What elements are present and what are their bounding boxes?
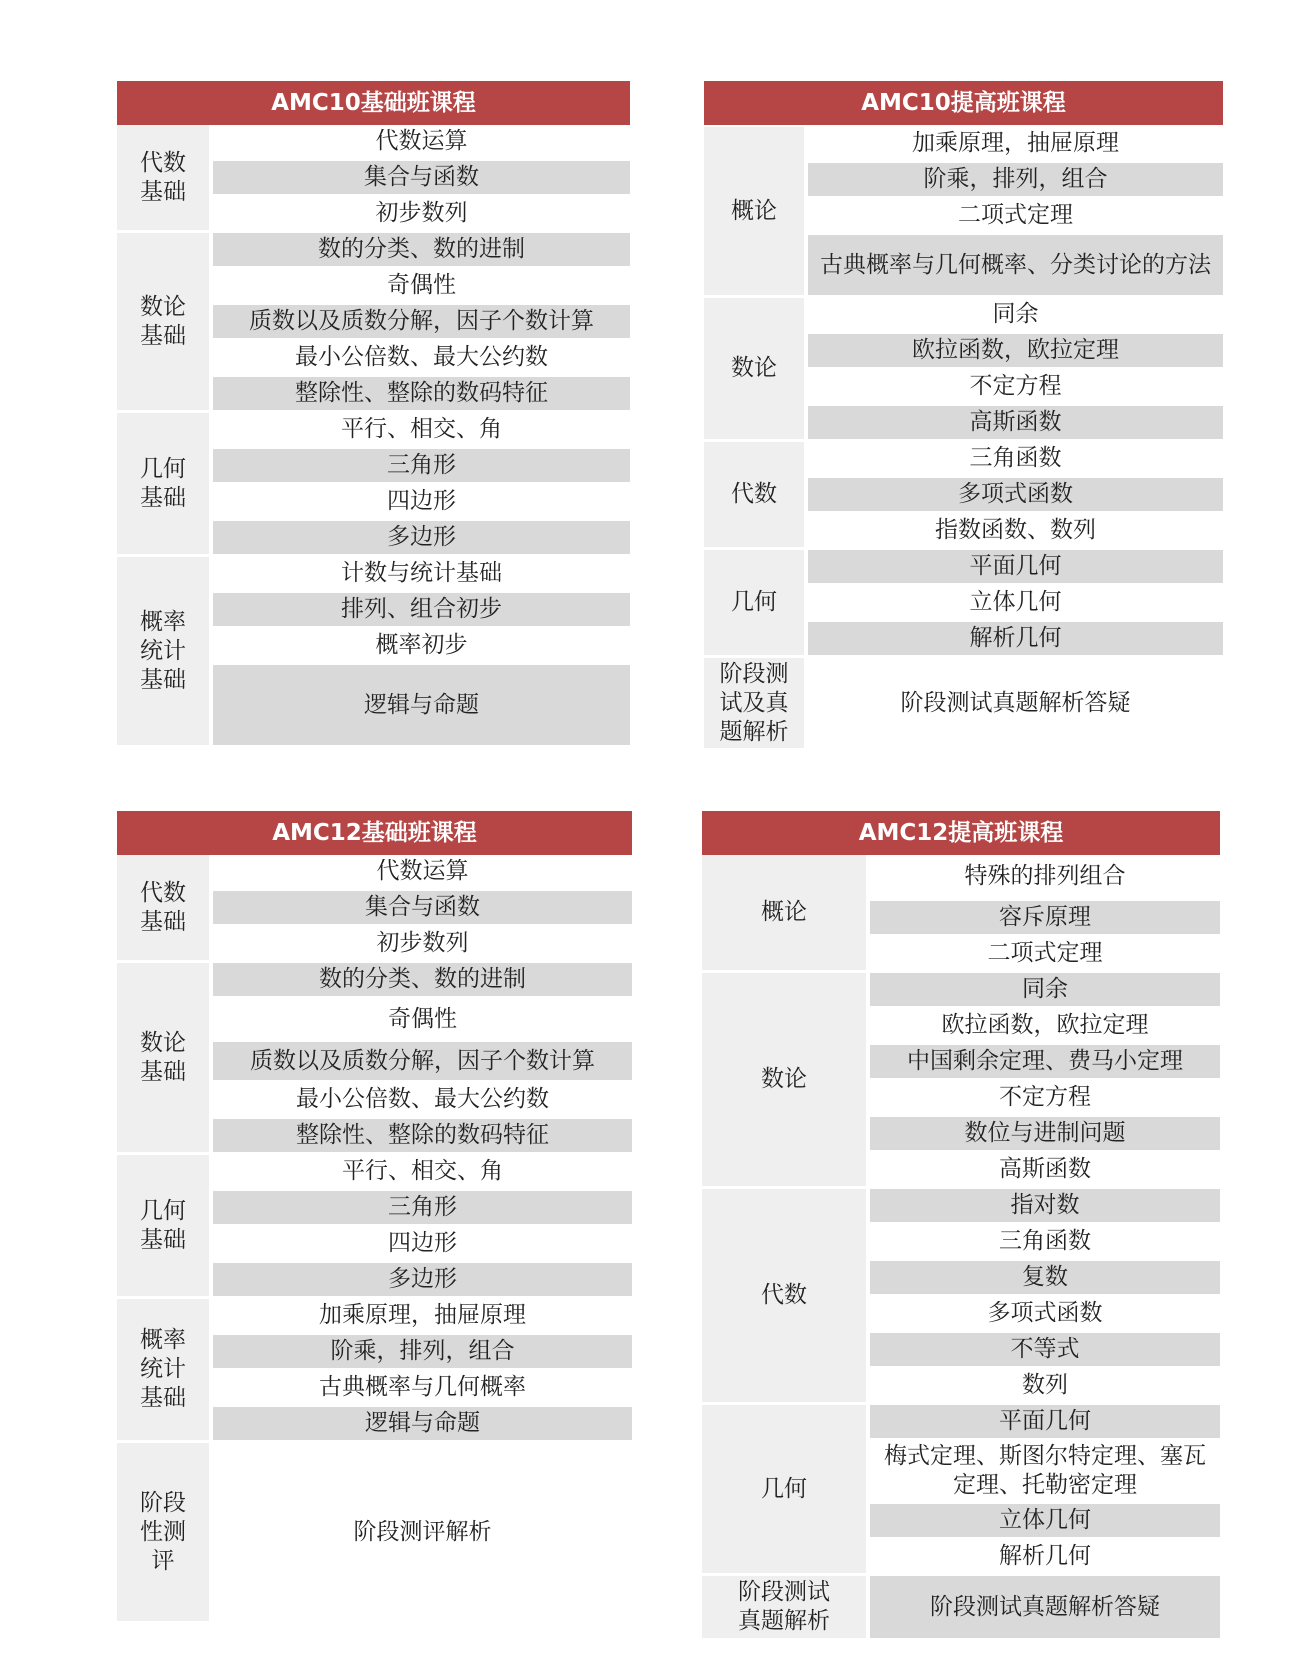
topic-item: 加乘原理，抽屉原理 <box>808 127 1223 160</box>
course-title: AMC10提高班课程 <box>704 81 1223 125</box>
topic-item: 三角形 <box>213 1191 632 1224</box>
category-label: 几何 <box>702 1405 866 1573</box>
category-algebra <box>702 1189 1220 1402</box>
topic-item: 初步数列 <box>213 927 632 960</box>
topic-list <box>209 125 630 230</box>
topic-item: 梅式定理、斯图尔特定理、塞瓦定理、托勒密定理 <box>870 1441 1220 1501</box>
category-label: 概率 统计 基础 <box>117 1299 209 1440</box>
category-label: 阶段 性测 评 <box>117 1443 209 1621</box>
category-probability <box>117 557 630 745</box>
category-label: 概率 统计 基础 <box>117 557 209 745</box>
topic-item: 不定方程 <box>808 370 1223 403</box>
topic-item: 集合与函数 <box>213 891 632 924</box>
topic-list <box>804 658 1223 748</box>
topic-item: 古典概率与几何概率、分类讨论的方法 <box>808 235 1223 295</box>
topic-item: 不等式 <box>870 1333 1220 1366</box>
category-geometry <box>117 413 630 554</box>
category-label: 几何 基础 <box>117 1155 209 1296</box>
category-algebra <box>117 855 632 960</box>
topic-list <box>209 1299 632 1440</box>
course-amc10-advanced <box>704 81 1223 748</box>
topic-item: 二项式定理 <box>808 199 1223 232</box>
course-amc12-advanced <box>702 811 1220 1638</box>
topic-item: 质数以及质数分解，因子个数计算 <box>213 305 630 338</box>
topic-item: 逻辑与命题 <box>213 665 630 745</box>
topic-list <box>804 298 1223 439</box>
topic-item: 平面几何 <box>808 550 1223 583</box>
category-label: 代数 <box>702 1189 866 1402</box>
topic-item: 阶段测评解析 <box>213 1443 632 1621</box>
category-label: 数论 <box>704 298 804 439</box>
topic-item: 欧拉函数，欧拉定理 <box>870 1009 1220 1042</box>
topic-item: 阶乘，排列，组合 <box>808 163 1223 196</box>
topic-item: 三角函数 <box>808 442 1223 475</box>
category-geometry <box>704 550 1223 655</box>
category-label: 几何 <box>704 550 804 655</box>
course-body <box>117 125 630 745</box>
course-title: AMC12基础班课程 <box>117 811 632 855</box>
topic-item: 三角函数 <box>870 1225 1220 1258</box>
topic-list <box>209 233 630 410</box>
course-amc10-basic <box>117 81 630 745</box>
topic-item: 质数以及质数分解，因子个数计算 <box>213 1042 632 1080</box>
topic-item: 逻辑与命题 <box>213 1407 632 1440</box>
topic-item: 整除性、整除的数码特征 <box>213 1119 632 1152</box>
topic-item: 多边形 <box>213 521 630 554</box>
topic-item: 最小公倍数、最大公约数 <box>213 1083 632 1116</box>
topic-item: 奇偶性 <box>213 269 630 302</box>
topic-item: 同余 <box>808 298 1223 331</box>
topic-item: 四边形 <box>213 485 630 518</box>
topic-item: 立体几何 <box>808 586 1223 619</box>
topic-item: 平面几何 <box>870 1405 1220 1438</box>
category-stage-test <box>702 1576 1220 1638</box>
category-label: 数论 <box>702 973 866 1186</box>
topic-list <box>209 413 630 554</box>
topic-item: 三角形 <box>213 449 630 482</box>
topic-item: 四边形 <box>213 1227 632 1260</box>
topic-list <box>866 973 1220 1186</box>
category-algebra <box>117 125 630 230</box>
topic-item: 阶乘，排列，组合 <box>213 1335 632 1368</box>
topic-item: 不定方程 <box>870 1081 1220 1114</box>
topic-item: 代数运算 <box>213 125 630 158</box>
topic-item: 平行、相交、角 <box>213 1155 632 1188</box>
topic-item: 初步数列 <box>213 197 630 230</box>
topic-item: 欧拉函数，欧拉定理 <box>808 334 1223 367</box>
category-label: 代数 基础 <box>117 125 209 230</box>
category-number-theory <box>702 973 1220 1186</box>
topic-list <box>209 557 630 745</box>
topic-item: 古典概率与几何概率 <box>213 1371 632 1404</box>
category-label: 概论 <box>702 855 866 970</box>
topic-item: 多边形 <box>213 1263 632 1296</box>
topic-item: 数位与进制问题 <box>870 1117 1220 1150</box>
category-label: 阶段测试 真题解析 <box>702 1576 866 1638</box>
topic-item: 奇偶性 <box>213 999 632 1039</box>
topic-item: 数的分类、数的进制 <box>213 963 632 996</box>
category-label: 数论 基础 <box>117 233 209 410</box>
category-stage-test <box>117 1443 632 1621</box>
topic-item: 集合与函数 <box>213 161 630 194</box>
topic-item: 阶段测试真题解析答疑 <box>808 658 1223 748</box>
topic-item: 指对数 <box>870 1189 1220 1222</box>
category-probability <box>117 1299 632 1440</box>
topic-item: 计数与统计基础 <box>213 557 630 590</box>
topic-item: 数列 <box>870 1369 1220 1402</box>
course-title: AMC10基础班课程 <box>117 81 630 125</box>
topic-item: 概率初步 <box>213 629 630 662</box>
category-label: 概论 <box>704 127 804 295</box>
category-combinatorics <box>702 855 1220 970</box>
topic-list <box>866 1405 1220 1573</box>
course-title: AMC12提高班课程 <box>702 811 1220 855</box>
topic-item: 最小公倍数、最大公约数 <box>213 341 630 374</box>
category-geometry <box>117 1155 632 1296</box>
topic-list <box>866 1576 1220 1638</box>
topic-item: 平行、相交、角 <box>213 413 630 446</box>
course-body <box>704 127 1223 748</box>
category-number-theory <box>704 298 1223 439</box>
topic-list <box>804 550 1223 655</box>
topic-item: 数的分类、数的进制 <box>213 233 630 266</box>
category-combinatorics <box>704 127 1223 295</box>
topic-item: 指数函数、数列 <box>808 514 1223 547</box>
topic-item: 解析几何 <box>870 1540 1220 1573</box>
topic-list <box>866 1189 1220 1402</box>
course-amc12-basic <box>117 811 632 1621</box>
topic-list <box>804 442 1223 547</box>
category-label: 阶段测 试及真 题解析 <box>704 658 804 748</box>
category-label: 代数 基础 <box>117 855 209 960</box>
category-geometry <box>702 1405 1220 1573</box>
topic-item: 二项式定理 <box>870 937 1220 970</box>
category-stage-test <box>704 658 1223 748</box>
topic-item: 容斥原理 <box>870 901 1220 934</box>
topic-list <box>209 1155 632 1296</box>
topic-item: 阶段测试真题解析答疑 <box>870 1576 1220 1638</box>
category-label: 代数 <box>704 442 804 547</box>
topic-list <box>209 963 632 1152</box>
topic-item: 排列、组合初步 <box>213 593 630 626</box>
topic-item: 多项式函数 <box>870 1297 1220 1330</box>
topic-item: 代数运算 <box>213 855 632 888</box>
topic-item: 同余 <box>870 973 1220 1006</box>
category-number-theory <box>117 963 632 1152</box>
topic-item: 多项式函数 <box>808 478 1223 511</box>
topic-item: 立体几何 <box>870 1504 1220 1537</box>
topic-item: 整除性、整除的数码特征 <box>213 377 630 410</box>
topic-item: 特殊的排列组合 <box>870 855 1220 898</box>
category-label: 几何 基础 <box>117 413 209 554</box>
course-body <box>702 855 1220 1638</box>
topic-list <box>866 855 1220 970</box>
topic-item: 中国剩余定理、费马小定理 <box>870 1045 1220 1078</box>
topic-item: 高斯函数 <box>870 1153 1220 1186</box>
topic-item: 高斯函数 <box>808 406 1223 439</box>
topic-item: 加乘原理，抽屉原理 <box>213 1299 632 1332</box>
topic-list <box>209 855 632 960</box>
category-label: 数论 基础 <box>117 963 209 1152</box>
category-algebra <box>704 442 1223 547</box>
course-body <box>117 855 632 1621</box>
topic-item: 复数 <box>870 1261 1220 1294</box>
topic-list <box>209 1443 632 1621</box>
topic-list <box>804 127 1223 295</box>
category-number-theory <box>117 233 630 410</box>
topic-item: 解析几何 <box>808 622 1223 655</box>
